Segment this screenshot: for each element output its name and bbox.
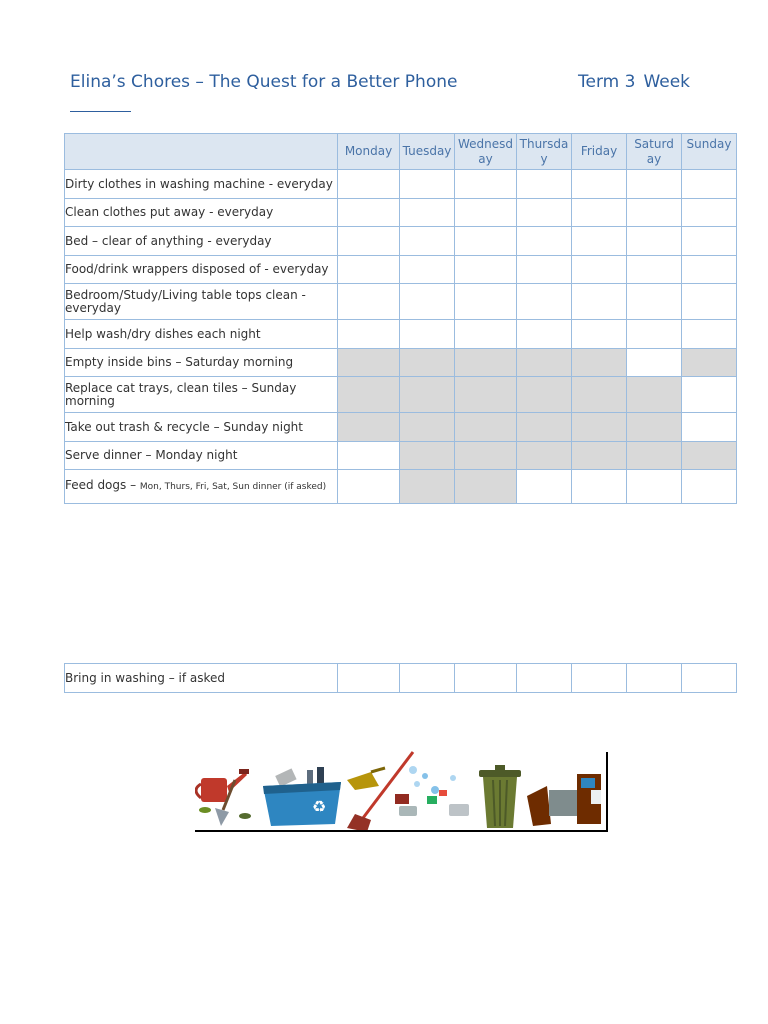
checkbox-cell[interactable] [338,256,400,284]
chore-label [65,349,338,377]
chore-text: Clean clothes put away - everyday [65,205,274,219]
not-applicable-cell [455,377,517,413]
checkbox-cell[interactable] [517,199,572,227]
checkbox-cell[interactable] [455,256,517,284]
chore-label [65,442,338,470]
checkbox-cell[interactable] [400,199,455,227]
chore-label [65,256,338,284]
not-applicable-cell [455,413,517,442]
day-header: Monday [338,134,400,170]
checkbox-cell[interactable] [572,227,627,256]
checkbox-cell[interactable] [338,227,400,256]
table-row [65,284,737,320]
checkbox-cell[interactable] [682,664,737,693]
week-blank-line [70,111,131,112]
chore-text: Dirty clothes in washing machine - everyday [65,176,333,191]
recycling-bin-icon [263,767,341,826]
not-applicable-cell [572,349,627,377]
not-applicable-cell [400,470,455,504]
not-applicable-cell [517,413,572,442]
not-applicable-cell [400,377,455,413]
checkbox-cell[interactable] [572,470,627,504]
chores-clipart-banner [195,750,608,832]
chore-text: Help wash/dry dishes each night [65,326,261,341]
checkbox-cell[interactable] [400,170,455,199]
checkbox-cell[interactable] [455,199,517,227]
checkbox-cell[interactable] [682,470,737,504]
chores-table [64,133,737,504]
table-row [65,413,737,442]
table-row [65,256,737,284]
checkbox-cell[interactable] [400,284,455,320]
watering-can-icon [196,769,249,802]
checkbox-cell[interactable] [572,664,627,693]
checkbox-cell[interactable] [682,170,737,199]
not-applicable-cell [455,349,517,377]
checkbox-cell[interactable] [338,664,400,693]
checkbox-cell[interactable] [400,320,455,349]
not-applicable-cell [338,349,400,377]
checkbox-cell[interactable] [517,470,572,504]
pots-icon [395,790,469,816]
chore-label [65,227,338,256]
checkbox-cell[interactable] [400,227,455,256]
bubbles-icon [409,766,456,794]
day-header: Friday [572,134,627,170]
checkbox-cell[interactable] [627,349,682,377]
checkbox-cell[interactable] [682,284,737,320]
not-applicable-cell [572,413,627,442]
table-row [65,664,737,693]
not-applicable-cell [338,413,400,442]
checkbox-cell[interactable] [338,442,400,470]
broom-icon [347,752,413,832]
chore-text: Take out trash & recycle – Sunday night [65,419,303,434]
checkbox-cell[interactable] [455,320,517,349]
not-applicable-cell [627,377,682,413]
checkbox-cell[interactable] [572,320,627,349]
checkbox-cell[interactable] [572,256,627,284]
chore-text: Replace cat trays, clean tiles – Sunday morning [65,380,297,408]
not-applicable-cell [682,349,737,377]
chore-label [65,377,338,413]
checkbox-cell[interactable] [682,377,737,413]
not-applicable-cell [400,349,455,377]
table-row [65,227,737,256]
checkbox-cell[interactable] [627,199,682,227]
not-applicable-cell [517,442,572,470]
checkbox-cell[interactable] [627,256,682,284]
checkbox-cell[interactable] [455,227,517,256]
checkbox-cell[interactable] [338,320,400,349]
messy-room-icon [527,774,601,826]
not-applicable-cell [455,470,517,504]
checkbox-cell[interactable] [682,413,737,442]
checkbox-cell[interactable] [517,170,572,199]
chore-note: Mon, Thurs, Fri, Sat, Sun dinner (if asked) [139,482,327,492]
checkbox-cell[interactable] [627,227,682,256]
checkbox-cell[interactable] [627,170,682,199]
term-label: Term 3 [578,72,636,92]
checkbox-cell[interactable] [627,470,682,504]
not-applicable-cell [627,413,682,442]
checkbox-cell[interactable] [682,227,737,256]
term-week-label [578,72,690,92]
not-applicable-cell [517,349,572,377]
not-applicable-cell [338,377,400,413]
week-label: Week [643,72,691,92]
checkbox-cell[interactable] [455,170,517,199]
not-applicable-cell [400,442,455,470]
not-applicable-cell [627,442,682,470]
checkbox-cell[interactable] [572,170,627,199]
chore-text: Food/drink wrappers disposed of - everyday [65,262,329,276]
not-applicable-cell [572,442,627,470]
checkbox-cell[interactable] [517,227,572,256]
not-applicable-cell [400,413,455,442]
checkbox-cell[interactable] [682,256,737,284]
checkbox-cell[interactable] [682,199,737,227]
chore-text: Bed – clear of anything - everyday [65,233,272,248]
not-applicable-cell [572,377,627,413]
checkbox-cell[interactable] [455,664,517,693]
checkbox-cell[interactable] [455,284,517,320]
checkbox-cell[interactable] [517,256,572,284]
day-header: Thursda y [517,134,572,170]
day-header: Wednesd ay [455,134,517,170]
day-header: Sunday [682,134,737,170]
chore-text: Serve dinner – Monday night [65,448,238,462]
table-row [65,442,737,470]
checkbox-cell[interactable] [400,256,455,284]
not-applicable-cell [455,442,517,470]
chore-label [65,284,338,320]
checkbox-cell[interactable] [627,320,682,349]
table-row [65,170,737,199]
checkbox-cell[interactable] [517,284,572,320]
trash-can-icon [479,765,521,828]
dustpan-icon [347,768,385,790]
table-row [65,199,737,227]
chore-label [65,199,338,227]
checkbox-cell[interactable] [400,664,455,693]
chore-label [65,170,338,199]
chore-text: Empty inside bins – Saturday morning [65,355,294,369]
chore-label [65,664,338,693]
checkbox-cell[interactable] [682,320,737,349]
checkbox-cell[interactable] [517,664,572,693]
checkbox-cell[interactable] [517,320,572,349]
table-row [65,320,737,349]
checkbox-cell[interactable] [338,199,400,227]
checkbox-cell[interactable] [338,284,400,320]
checkbox-cell[interactable] [572,284,627,320]
table-header-row [65,134,737,170]
table-row [65,349,737,377]
chore-text: Bring in washing – if asked [65,670,226,685]
day-header: Tuesday [400,134,455,170]
table-row [65,470,737,504]
chore-label [65,470,338,504]
not-applicable-cell [682,442,737,470]
checkbox-cell[interactable] [572,199,627,227]
page-title: Elina’s Chores – The Quest for a Better Phone [70,72,458,92]
task-header [65,134,338,170]
checkbox-cell[interactable] [627,664,682,693]
checkbox-cell[interactable] [338,170,400,199]
svg-text:♻: ♻ [311,797,327,816]
not-applicable-cell [517,377,572,413]
checkbox-cell[interactable] [338,470,400,504]
day-header: Saturd ay [627,134,682,170]
chore-text: Feed dogs – [65,478,140,492]
chore-text: Bedroom/Study/Living table tops clean - everyday [65,287,306,315]
table-row [65,377,737,413]
extra-chores-table [64,663,737,693]
chore-label [65,320,338,349]
checkbox-cell[interactable] [627,284,682,320]
chore-label [65,413,338,442]
